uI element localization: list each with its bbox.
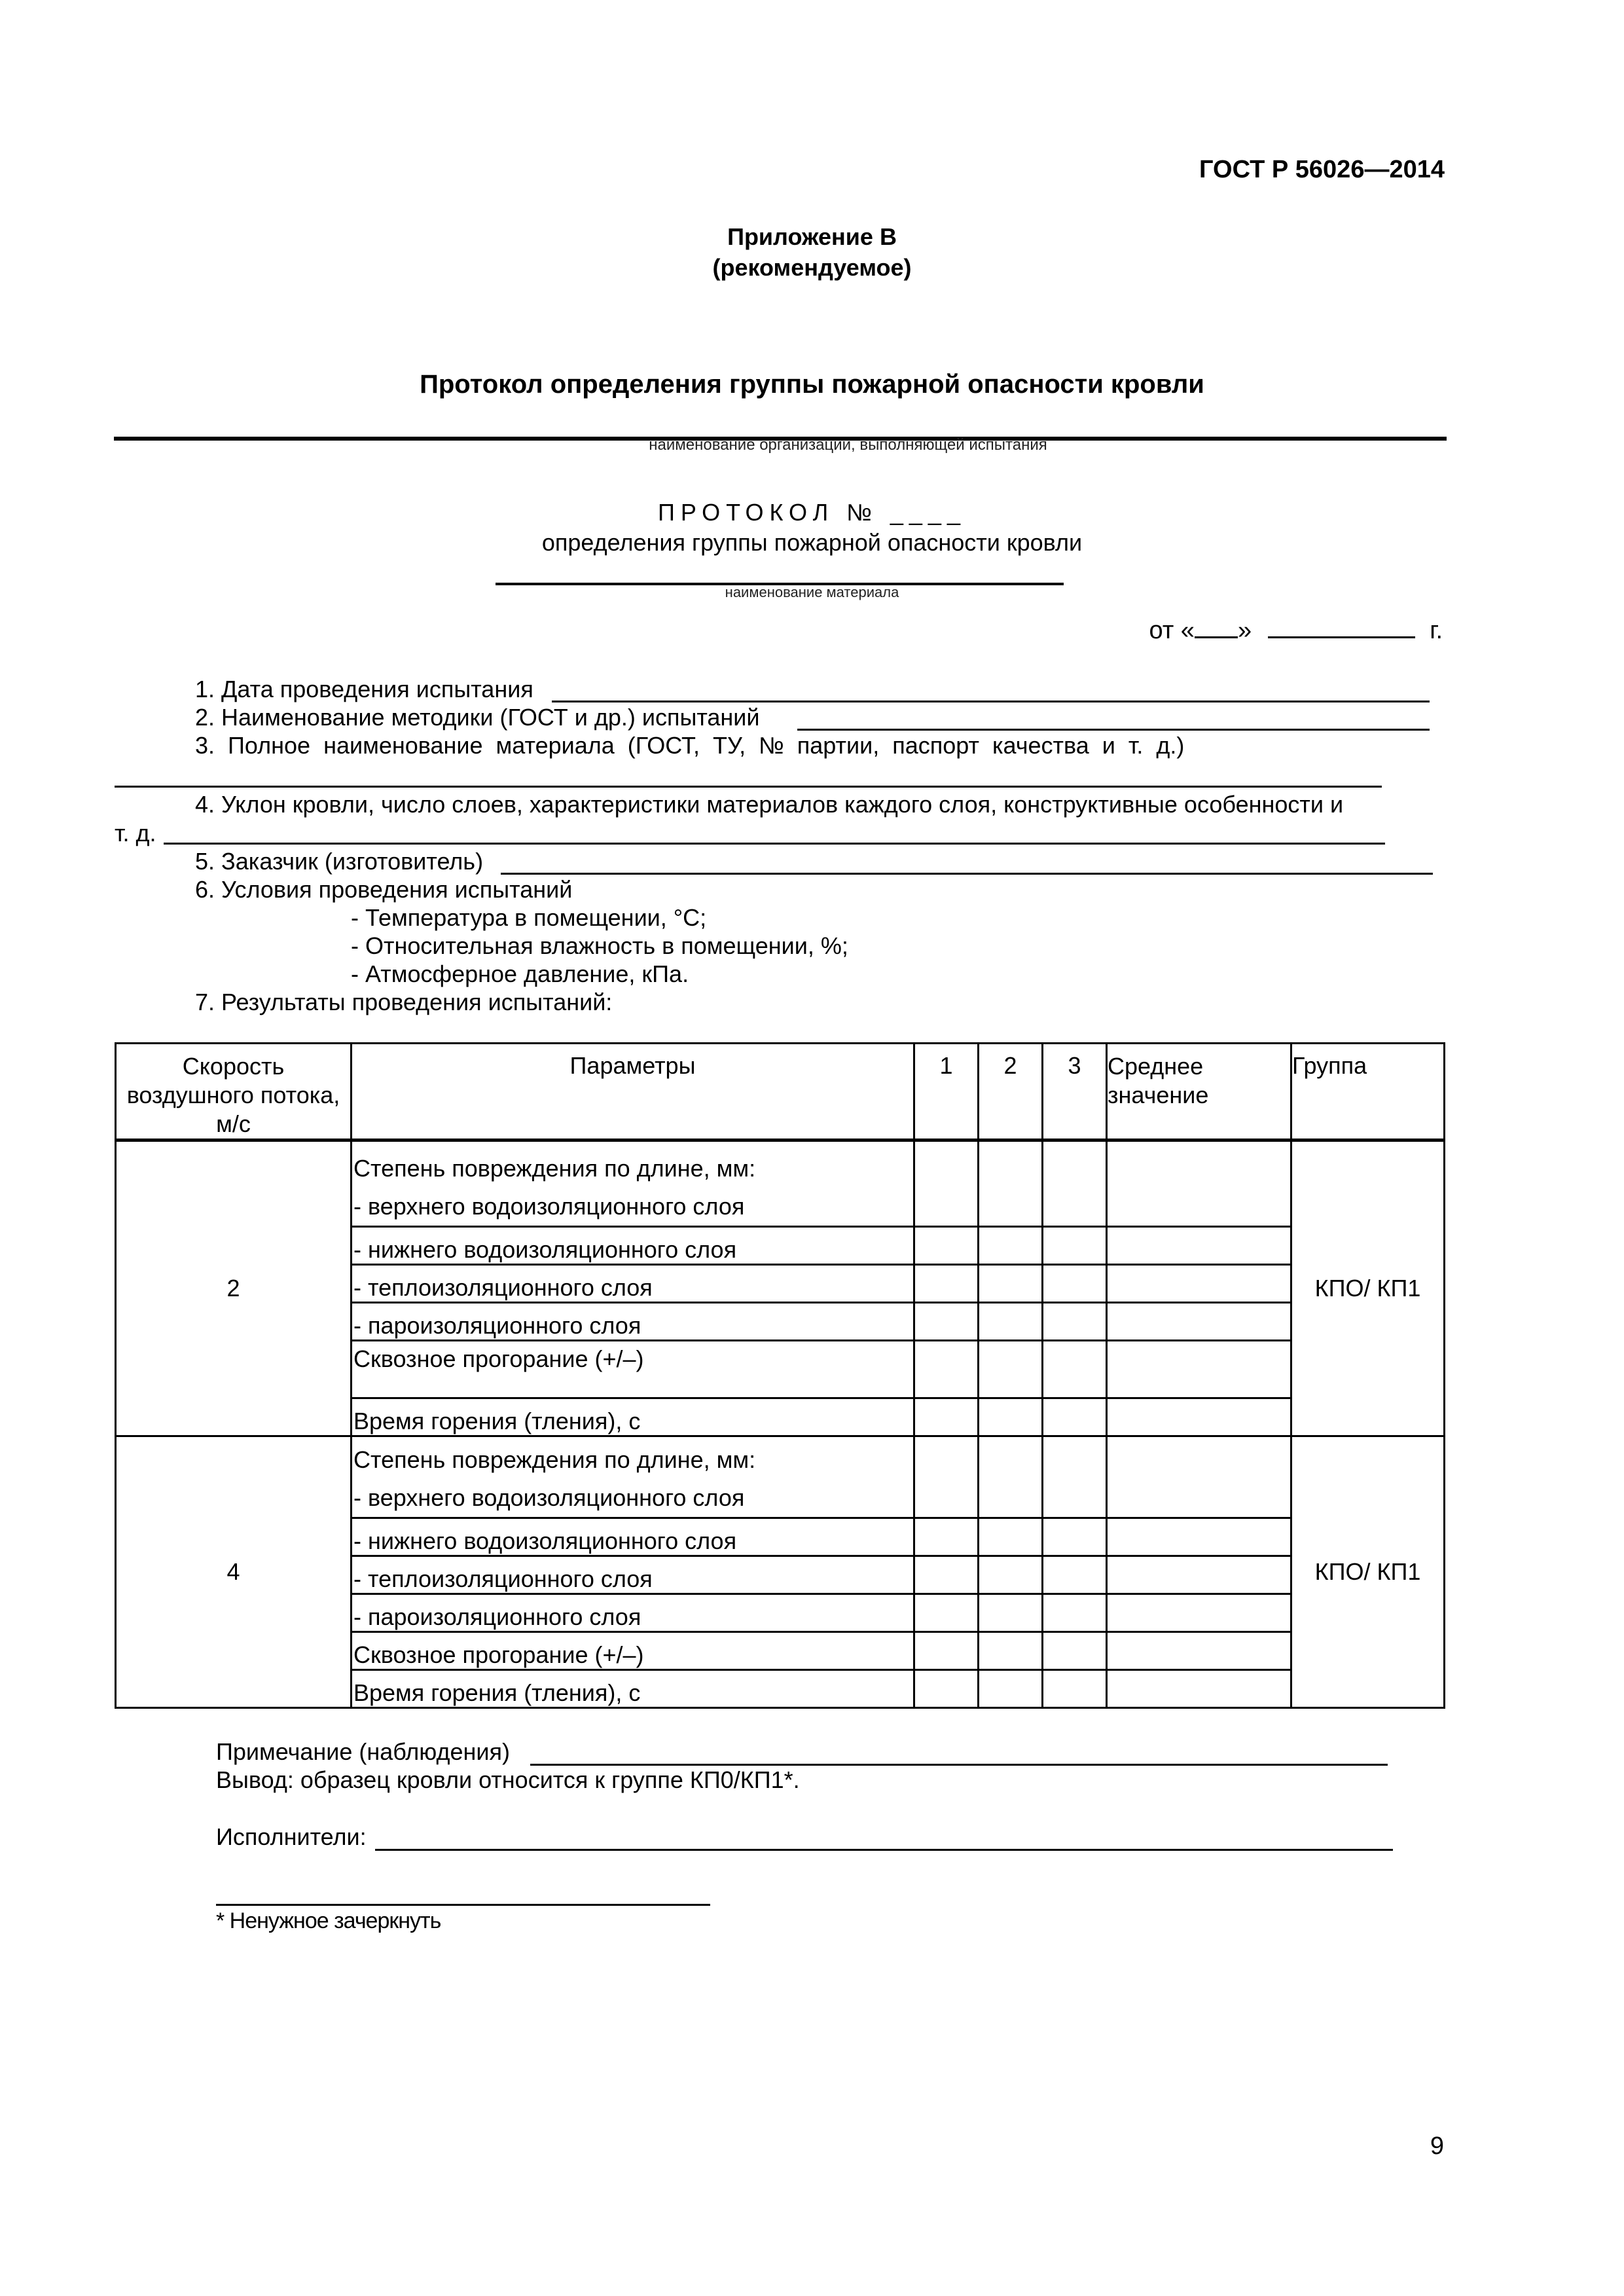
remark-label: Примечание (наблюдения) — [216, 1738, 510, 1765]
average-cell[interactable] — [1107, 1303, 1291, 1341]
value-cell[interactable] — [914, 1341, 979, 1398]
item-roof-cont: т. д. — [115, 820, 156, 847]
item-results: 7. Результаты проведения испытаний: — [195, 989, 613, 1015]
item-test-date: 1. Дата проведения испытания — [195, 676, 533, 702]
material-caption: наименование материала — [725, 584, 899, 600]
value-cell[interactable] — [979, 1518, 1043, 1556]
footnote-separator — [216, 1904, 710, 1906]
value-cell[interactable] — [979, 1670, 1043, 1708]
value-cell[interactable] — [979, 1140, 1043, 1227]
param-thermal: - теплоизоляционного слоя — [352, 1556, 914, 1594]
value-cell[interactable] — [1043, 1518, 1107, 1556]
param-damage-upper — [352, 1436, 914, 1518]
results-table — [115, 1042, 1445, 1709]
page-number: 9 — [1430, 2132, 1444, 2160]
item-conditions: 6. Условия проведения испытаний — [195, 876, 573, 903]
param-thermal: - теплоизоляционного слоя — [352, 1265, 914, 1303]
condition-temperature: - Температура в помещении, °С; — [351, 904, 707, 931]
month-year-field[interactable] — [1268, 618, 1415, 638]
param-label: - верхнего водоизоляционного слоя — [353, 1193, 745, 1220]
param-time: Время горения (тления), с — [352, 1670, 914, 1708]
item-roof: 4. Уклон кровли, число слоев, характеристики материалов каждого слоя, конструктивные особенности и — [195, 791, 1344, 818]
item-material: 3. Полное наименование материала (ГОСТ, ТУ, № партии, паспорт качества и т. д.) — [195, 732, 1185, 759]
value-cell[interactable] — [914, 1556, 979, 1594]
param-lower: - нижнего водоизоляционного слоя — [352, 1518, 914, 1556]
value-cell[interactable] — [1043, 1227, 1107, 1265]
value-cell[interactable] — [979, 1594, 1043, 1632]
executors-label: Исполнители: — [216, 1823, 367, 1850]
date-prefix: от « — [1149, 617, 1195, 644]
value-cell[interactable] — [979, 1632, 1043, 1670]
header-average: Среднее значение — [1107, 1044, 1291, 1140]
value-cell[interactable] — [914, 1632, 979, 1670]
param-vapor: - пароизоляционного слоя — [352, 1303, 914, 1341]
value-cell[interactable] — [979, 1341, 1043, 1398]
average-cell[interactable] — [1107, 1556, 1291, 1594]
table-row — [116, 1140, 1445, 1227]
value-cell[interactable] — [914, 1594, 979, 1632]
header-speed: Скорость воздушного потока, м/с — [116, 1044, 352, 1140]
material-field[interactable] — [115, 786, 1382, 788]
value-cell[interactable] — [979, 1398, 1043, 1436]
average-cell[interactable] — [1107, 1594, 1291, 1632]
item-method: 2. Наименование методики (ГОСТ и др.) испытаний — [195, 704, 760, 731]
param-lower: - нижнего водоизоляционного слоя — [352, 1227, 914, 1265]
group-cell: КПО/ КП1 — [1291, 1140, 1445, 1436]
param-burn: Сквозное прогорание (+/–) — [352, 1341, 914, 1398]
average-cell[interactable] — [1107, 1398, 1291, 1436]
value-cell[interactable] — [914, 1265, 979, 1303]
average-cell[interactable] — [1107, 1140, 1291, 1227]
condition-pressure: - Атмосферное давление, кПа. — [351, 960, 689, 987]
header-group: Группа — [1291, 1044, 1445, 1140]
roof-field[interactable] — [164, 843, 1385, 845]
speed-cell: 4 — [116, 1436, 352, 1708]
header-params: Параметры — [352, 1044, 914, 1140]
condition-humidity: - Относительная влажность в помещении, %; — [351, 932, 848, 959]
value-cell[interactable] — [1043, 1436, 1107, 1518]
param-burn: Сквозное прогорание (+/–) — [352, 1632, 914, 1670]
header-trial-3: 3 — [1043, 1044, 1107, 1140]
value-cell[interactable] — [1043, 1594, 1107, 1632]
param-label: - верхнего водоизоляционного слоя — [353, 1484, 745, 1511]
value-cell[interactable] — [979, 1303, 1043, 1341]
test-date-field[interactable] — [552, 701, 1430, 702]
average-cell[interactable] — [1107, 1518, 1291, 1556]
value-cell[interactable] — [1043, 1398, 1107, 1436]
annex-heading — [0, 221, 1624, 283]
param-vapor: - пароизоляционного слоя — [352, 1594, 914, 1632]
average-cell[interactable] — [1107, 1265, 1291, 1303]
annex-title: Приложение В — [727, 223, 897, 250]
value-cell[interactable] — [914, 1140, 979, 1227]
value-cell[interactable] — [914, 1518, 979, 1556]
value-cell[interactable] — [1043, 1303, 1107, 1341]
header-trial-2: 2 — [979, 1044, 1043, 1140]
protocol-subtitle: определения группы пожарной опасности кровли — [541, 529, 1083, 556]
average-cell[interactable] — [1107, 1670, 1291, 1708]
protocol-heading: ПРОТОКОЛ № ____ — [658, 499, 966, 526]
day-field[interactable] — [1195, 618, 1238, 638]
value-cell[interactable] — [979, 1436, 1043, 1518]
conclusion-text: Вывод: образец кровли относится к группе КП0/КП1*. — [216, 1766, 800, 1793]
average-cell[interactable] — [1107, 1227, 1291, 1265]
group-cell: КПО/ КП1 — [1291, 1436, 1445, 1708]
average-cell[interactable] — [1107, 1341, 1291, 1398]
value-cell[interactable] — [1043, 1265, 1107, 1303]
value-cell[interactable] — [914, 1227, 979, 1265]
average-cell[interactable] — [1107, 1632, 1291, 1670]
value-cell[interactable] — [914, 1303, 979, 1341]
standard-number: ГОСТ Р 56026—2014 — [1199, 156, 1445, 183]
value-cell[interactable] — [914, 1398, 979, 1436]
annex-status: (рекомендуемое) — [712, 254, 912, 281]
value-cell[interactable] — [1043, 1670, 1107, 1708]
value-cell[interactable] — [914, 1436, 979, 1518]
protocol-date — [1149, 617, 1443, 645]
executors-field[interactable] — [375, 1849, 1393, 1851]
header-trial-1: 1 — [914, 1044, 979, 1140]
value-cell[interactable] — [1043, 1140, 1107, 1227]
value-cell[interactable] — [914, 1670, 979, 1708]
param-damage-upper — [352, 1140, 914, 1227]
method-field[interactable] — [797, 729, 1430, 731]
remark-field[interactable] — [530, 1764, 1388, 1766]
value-cell[interactable] — [1043, 1341, 1107, 1398]
value-cell[interactable] — [979, 1227, 1043, 1265]
date-suffix: г. — [1430, 617, 1443, 644]
table-row — [116, 1436, 1445, 1518]
value-cell[interactable] — [979, 1265, 1043, 1303]
item-customer: 5. Заказчик (изготовитель) — [195, 848, 484, 875]
footnote: * Ненужное зачеркнуть — [216, 1908, 441, 1933]
organization-caption: наименование организации, выполняющей испытания — [649, 436, 1047, 454]
value-cell[interactable] — [979, 1556, 1043, 1594]
param-time: Время горения (тления), с — [352, 1398, 914, 1436]
value-cell[interactable] — [1043, 1556, 1107, 1594]
table-header-row — [116, 1044, 1445, 1140]
date-mid: » — [1237, 617, 1252, 644]
speed-cell: 2 — [116, 1140, 352, 1436]
average-cell[interactable] — [1107, 1436, 1291, 1518]
param-label: Степень повреждения по длине, мм: — [353, 1446, 756, 1473]
customer-field[interactable] — [501, 873, 1433, 875]
value-cell[interactable] — [1043, 1632, 1107, 1670]
param-label: Степень повреждения по длине, мм: — [353, 1155, 756, 1182]
document-title: Протокол определения группы пожарной опасности кровли — [420, 370, 1204, 399]
